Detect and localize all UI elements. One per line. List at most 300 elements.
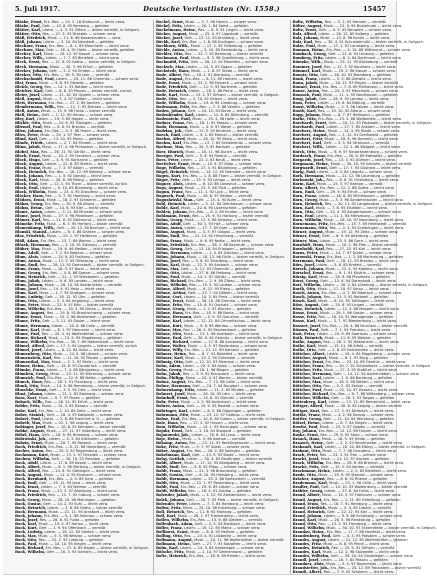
entry-name: Boll, Heinrich, xyxy=(156,509,186,514)
entry-name: Bleß, Anton, xyxy=(15,109,40,114)
entry-details: Ers.-Res. — 7. 12. 88 Celle — leicht verw. xyxy=(187,380,261,385)
entry-details: Res. — 20. 11. 92 Langensalza — bisher vermißt, in Gefgsch. xyxy=(324,202,434,207)
entry-details: Musk. — 19. 9. 95 Stendal — schwer verw. xyxy=(318,473,394,478)
entry-name: Boettcher, Ernst, xyxy=(156,161,191,166)
entry-name: Blinde, Friedr., xyxy=(15,141,45,146)
entry-name: Bohn, Adam, xyxy=(156,363,182,368)
entry-name: Boerger, Paul, xyxy=(156,153,185,158)
entry-name: Bräcker, August, xyxy=(292,477,326,482)
entry-details: Musk. — 30. 10. 95 Iserlohn — bisher vermißt xyxy=(330,161,412,166)
entry-name: Bobzin, Ernst, xyxy=(15,440,44,445)
entry-name: Blume, August, xyxy=(15,311,46,316)
entry-details: Gefr. — 30. 9. 94 Oelsnitz — bisher vermißt, in Gefgsch. xyxy=(183,335,283,340)
entry-details: Musk. — 24. 5. 96 Lübeck — schwer verw. xyxy=(53,351,128,356)
entry-name: Böhmer, Karl, xyxy=(156,355,184,360)
entry-details: Ers.-Res. — 2. 9. 89 Zittau — leicht verw. xyxy=(188,279,261,283)
entry-details: Gefr. — 17. 7. 93 Güstrow — leicht verw. xyxy=(329,165,402,170)
entry-details: Musk. — 21. 3. 96 Braunsberg — gefallen xyxy=(182,469,257,474)
entry-details: Gefr. — 1. 12. 90 Hanau — schwer verw. xyxy=(41,113,114,118)
entry-details: Ldstm. — 22. 2. 83 Neuß — leicht verw. xyxy=(180,157,252,162)
entry-name: Bohl, Heinrich, xyxy=(156,202,187,207)
entry-name: Blümel, Josef, xyxy=(15,347,43,352)
entry-details: Musk. — 3. 3. 96 Sondershausen — leicht verw. xyxy=(319,198,404,203)
entry-name: Bornemann, Fritz, xyxy=(292,222,329,227)
entry-details: Musk. — 6. 3. 95 Herford — bisher vermißt xyxy=(46,222,123,227)
entry-name: Böhm, Paul, xyxy=(156,274,181,279)
entry-details: Musk. — 25. 1. 97 Heilbronn — gefallen xyxy=(46,234,118,239)
entry-name: Blust, Johann, xyxy=(15,392,44,397)
entry-details: Gefr. — 18. 4. 93 Kattowitz — schwer verw. xyxy=(46,412,124,417)
entry-details: Gefr. — 22. 12. 94 Kiel — leicht verw. xyxy=(327,509,394,514)
entry-name: Brade, Otto, xyxy=(292,473,317,478)
entry-details: Res. — 17. 5. 91 Delitzsch — leicht verw. xyxy=(321,408,394,413)
entry-details: Res. — 22. 2. 92 Limburg — gefallen xyxy=(38,538,104,542)
entry-details: Musk. — 18. 12. 96 Fürth — bisher vermißt, in Gefgsch. xyxy=(186,254,286,259)
entry-details: Gefr. — 11. 9. 93 Northeim — gefallen xyxy=(189,84,258,89)
entry-details: Ldstm. — 27. 6. 86 Freiberg — leicht verw. xyxy=(181,270,257,275)
entry-details: Musk. — 13. 8. 96 Konitz — leicht verw. xyxy=(320,36,391,41)
entry-details: Musk. — 5. 5. 96 Wetzlar — schwer verw. xyxy=(38,533,112,538)
entry-details: Res. — 15. 6. 91 Oschatz — schwer verw. xyxy=(184,303,258,308)
entry-name: Bornemann, Otto, xyxy=(292,226,329,231)
entry-name: Blume, Ernst, xyxy=(15,315,43,320)
entry-details: Musk. — 29. 1. 96 Goslar — schwer verw. xyxy=(319,311,394,316)
entry-name: Börs, Josef, xyxy=(292,262,316,267)
entry-details: Musk. — 26. 10. 96 Saarbrücken — vermißt xyxy=(44,283,122,288)
entry-name: Böhme, Kurt, xyxy=(156,323,183,328)
entry-name: Blobel, Max, xyxy=(15,149,40,154)
entry-details: Res. — 30. 3. 92 Bautzen — gefallen xyxy=(185,145,251,150)
entry-details: Musk. — 18. 11. 96 Aurich — leicht verw. xyxy=(185,149,259,154)
entry-name: Boos, Peter, xyxy=(292,100,317,105)
entry-details: Res. — 2. 10. 91 Zwickau — vermißt xyxy=(51,242,117,247)
entry-name: Bottler, Georg, xyxy=(292,416,323,421)
entry-name: Borck, Otto, xyxy=(292,149,317,154)
entry-name: Bosse, Ernst, xyxy=(292,311,319,316)
entry-name: Bolius, Fritz, xyxy=(156,505,182,510)
entry-name: Blome, Josef, xyxy=(15,214,42,219)
entry-details: Gefr. — 21. 10. 94 Würzburg — gefallen xyxy=(323,416,394,421)
entry-details: Res. — 23. 4. 91 Lübbecke — leicht verw. xyxy=(184,533,258,538)
entry-details: Gefr. — 24. 4. 93 Sangerhausen — schwer verw. xyxy=(315,210,402,215)
entry-name: Boie, Hans, xyxy=(156,420,179,425)
entry-name: Boden, Johann, xyxy=(156,109,187,114)
entry-details: Musk. — 16. 5. 95 Heide — gefallen xyxy=(321,436,386,441)
entry-details: Musk. — 9. 9. 97 Neubrandenburg — schwer verw. xyxy=(318,149,408,154)
entry-details: Res. — 13. 3. 92 Dülmen — leicht verw. xyxy=(325,157,396,162)
entry-details: Ers.-Res. — 4. 10. 88 Wittmund — schwer verw. xyxy=(326,48,411,53)
entry-details: Ldstm. — 4. 3. 91 Ottern — bisher vermißt, in Gefgsch. xyxy=(42,28,141,33)
entry-name: Brabandt, Karl, xyxy=(292,444,324,449)
entry-name: Blechner, Max, xyxy=(15,48,45,53)
entry-name: Blümlein, Georg, xyxy=(15,372,49,377)
entry-name: Boldt, Franz, xyxy=(156,469,182,474)
entry-name: Bohrer, Anton, xyxy=(156,404,186,409)
entry-name: Bleck, Hermann, xyxy=(15,64,49,69)
entry-name: Böhme, Curt, xyxy=(156,295,183,300)
entry-name: Braasch, Heinr., xyxy=(292,440,325,445)
entry-details: Res. — 9. 1. 91 Küstrin — schwer verw. xyxy=(325,270,395,275)
entry-details: Res. — 10. 6. 91 Kempten — bisher vermißt xyxy=(47,424,126,429)
entry-name: Bockstedt, Hans, xyxy=(156,68,190,73)
header-page-number: 15457 xyxy=(363,5,386,13)
entry-details: Musk. — 17. 2. 95 Oldenburg — gefallen xyxy=(190,44,263,49)
entry-details: Musk. — 9. 7. 97 Posen — gefallen xyxy=(38,396,100,401)
entry-name: Bobert, Paul, xyxy=(15,416,42,421)
entry-name: Blöhm, Georg, xyxy=(15,202,44,207)
entry-name: Boer, Hinrich, xyxy=(156,149,185,154)
entry-details: Musk. — 3. 12. 95 Zweibrücken — leicht verw. xyxy=(190,493,273,498)
entry-name: Borst, Georg, xyxy=(292,279,320,283)
entry-name: Borchardt, Paul, xyxy=(292,125,326,130)
entry-name: Bort, Wilhelm, xyxy=(292,283,322,288)
entry-details: Res. — 26. 11. 92 Görlitz — leicht verw. xyxy=(40,149,112,154)
entry-details: Res. — 21. 3. 92 Rottweil — gefallen xyxy=(323,295,389,300)
entry-name: Bonk, Franz, xyxy=(292,76,318,81)
casualty-columns xyxy=(15,20,437,575)
entry-name: Böhm, Georg, xyxy=(156,246,184,251)
entry-details: Ldstm. — 14. 3. 84 Gardelegen — schwer verw. xyxy=(179,546,265,551)
entry-details: Res. — 14. 4. 91 Metz — leicht verw. xyxy=(40,287,106,292)
entry-name: Blechner, Franz, xyxy=(15,44,48,49)
entry-name: Blien, Johann, xyxy=(15,129,44,134)
entry-name: Boje, Heinr., xyxy=(156,436,181,441)
entry-name: Bosse, Karl, xyxy=(292,319,317,324)
entry-name: Blum, Anton, xyxy=(15,258,42,263)
entry-name: Bodenstein, Paul, xyxy=(156,117,192,122)
entry-details: Musk. — 10. 2. 96 Plön — bisher vermißt xyxy=(325,242,398,247)
entry-details: Res. — 26. 12. 92 Erfurt — leicht verw. xyxy=(45,400,114,405)
entry-details: Musk. — 8. 8. 95 Peine — leicht verw. xyxy=(323,542,390,547)
entry-details: Res. — 25. 5. 92 Regensburg — leicht verw. xyxy=(45,448,124,453)
entry-name: Bonatz, Otto, xyxy=(292,72,319,77)
entry-name: Bollmann, Heinr., xyxy=(156,542,192,547)
entry-details: Musk. — 23. 3. 97 Altenburg — leicht verw. xyxy=(41,489,118,494)
entry-details: Musk. — 9. 3. 96 Quedlinburg — leicht verw. xyxy=(190,56,270,61)
entry-details: Ers.-Res. — 18. 6. 89 Rinteln — leicht verw. xyxy=(189,554,266,559)
entry-details: Ers.-Res. — 27. 2. 89 Aachen — gefallen xyxy=(48,100,120,105)
entry-name: Born, Georg, xyxy=(292,198,319,203)
entry-details: Gefr. — 3. 5. 94 Oels — leicht verw. xyxy=(49,388,112,393)
entry-details: Ers.-Res. — 2. 9. 89 Gera — gefallen xyxy=(48,477,114,482)
entry-name: Böttger, Alfred, xyxy=(292,404,324,409)
entry-details: Musk. — 1. 2. 97 Wurzen — gefallen xyxy=(186,307,252,312)
entry-name: Block, Karl, xyxy=(15,177,39,182)
entry-name: Böhme, Arthur, xyxy=(156,291,187,296)
entry-details: Res. — 1. 12. 91 Greifswald — gefallen xyxy=(329,133,399,138)
entry-name: Bohnenkamp, Fritz, xyxy=(156,388,196,393)
entry-name: Bock, Franz, xyxy=(15,489,40,494)
entry-name: Brademann, Karl, xyxy=(292,481,328,486)
entry-name: Bollenbach, Adam, xyxy=(156,521,194,526)
entry-name: Bockmann, Paul, xyxy=(156,56,190,61)
entry-details: Musk. — 15. 4. 97 Hanau — leicht verw. xyxy=(38,521,110,526)
entry-name: Böhme, Hans, xyxy=(156,311,184,316)
entry-name: Böhm, August, xyxy=(156,230,186,235)
entry-name: Blendermann, Wilh., xyxy=(15,104,57,109)
entry-name: Bock, Hermann, xyxy=(15,509,48,514)
entry-details: Ldstm. — 23. 5. 86 Gera — leicht verw. xyxy=(319,238,389,243)
entry-name: Blüher, Max, xyxy=(15,246,41,251)
entry-details: Musk. — 7. 8. 95 Eisleben — leicht verw. xyxy=(315,206,388,211)
entry-name: Blumenberg, Otto, xyxy=(15,351,53,356)
entry-name: Blösch, Hermann, xyxy=(15,242,51,247)
entry-details: Ldstm. — 13. 12. 85 Remscheid — leicht verw. xyxy=(328,400,412,405)
entry-details: Ers.-Res. — 1. 8. 88 Thorn — bisher vermißt, in Gefgsch. xyxy=(182,173,283,178)
entry-name: Bohlen, Johann, xyxy=(156,210,188,215)
entry-name: Bolm, Karl, xyxy=(156,546,179,551)
entry-details: Ldstm. — 21. 10. 84 Oppeln — schwer verw. xyxy=(41,92,121,97)
entry-name: Böhme, Karl, xyxy=(156,319,183,324)
entry-details: Musk. — 7. 3. 97 Köslin — vermißt xyxy=(42,165,104,170)
entry-name: Bloch, Ernst, xyxy=(15,153,41,158)
entry-name: Blecher, Karl, xyxy=(15,52,43,57)
entry-details: Musk. — 28. 8. 96 Elbing — gefallen xyxy=(39,177,104,182)
entry-details: Musk. — 21. 12. 96 Lauenburg — gefallen xyxy=(325,173,401,178)
entry-details: Musk. — 10. 11. 96 Wolfenbüttel — bisher vermißt xyxy=(194,538,284,542)
entry-details: Ldstm. — 24. 9. 83 Freiburg — gefallen xyxy=(40,254,110,259)
entry-details: Ldstm. — 19. 12. 85 Mainz — schwer verw. xyxy=(184,525,261,530)
entry-details: Gefr. — 6. 9. 94 Altenburg — gefallen xyxy=(321,234,389,239)
entry-name: Blomenkamp, Wilh., xyxy=(15,226,56,231)
entry-details: Ldstm. — 20. 6. 86 Celle — vermißt xyxy=(51,323,115,328)
entry-details: Ers.-Res. — 13. 7. 89 Schweidnitz — schwer verw. xyxy=(183,141,272,146)
entry-details: Res. — 8. 8. 91 Breslau — vermißt xyxy=(43,125,105,130)
entry-details: Gefr. — 14. 2. 93 Suhl — leicht verw. xyxy=(43,501,109,506)
entry-name: Bölsche, Fritz, xyxy=(156,550,185,555)
entry-name: Böhme, Ernst, xyxy=(156,299,185,304)
entry-details: Musk. — 18. 5. 96 Köthen — leicht verw. xyxy=(323,380,395,385)
entry-details: Musk. — 10. 9. 97 Stolp — schwer verw. xyxy=(191,161,263,166)
entry-name: Brackmann, Heinr., xyxy=(292,469,332,474)
entry-details: Ers.-Res. — 20. 12. 89 Traunstein — bisher vermißt xyxy=(330,566,422,571)
entry-details: Gefr. — 4. 4. 93 Potsdam — schwer verw. xyxy=(332,533,406,538)
entry-details: Musk. — 2. 3. 96 Uelzen — leicht verw. xyxy=(325,104,395,109)
entry-name: Blödorn, Ernst, xyxy=(15,198,46,203)
entry-name: Böse, August, xyxy=(292,303,320,308)
entry-details: Ldstm. — 21. 2. 83 Bamberg — schwer verw. xyxy=(44,392,125,397)
entry-details: Res. — 19. 5. 92 Lauban — schwer verw. xyxy=(189,283,262,288)
entry-name: Born, Emil, xyxy=(292,189,316,194)
entry-name: Bolte, Heinrich, xyxy=(156,554,188,559)
entry-name: Boldt, Hermann, xyxy=(156,477,190,482)
header-title: Deutsche Verlustlisten xyxy=(143,5,234,13)
entry-details: Musk. — 6. 12. 95 Riesa — gefallen xyxy=(187,287,250,292)
entry-name: Bötzel, Heinr., xyxy=(292,420,322,425)
entry-details: Musk. — 5. 4. 95 Lübeck — vermißt xyxy=(328,505,391,510)
entry-details: Gefr. — 6. 6. 93 Plauen — bisher vermißt, zurück xyxy=(45,88,132,93)
entry-name: Bock, Ernst, xyxy=(15,485,40,490)
entry-name: Blömeke, Fritz, xyxy=(15,222,46,227)
entry-name: Blunk, Otto, xyxy=(15,384,40,389)
entry-details: Ldstm. — 16. 6. 85 Mühlhausen — gefallen xyxy=(318,194,395,199)
entry-name: Bork, Hermann, xyxy=(292,173,325,178)
entry-name: Böttcher, Wilhelm, xyxy=(292,396,331,401)
entry-details: Ldstm. — 25. 5. 86 Bartenstein — vermißt xyxy=(190,477,266,482)
entry-details: Musk. — 24. 6. 95 Tübingen — gefallen xyxy=(42,121,112,126)
entry-details: Gefr. — 20. 12. 90 Bochum — leicht verw. xyxy=(56,226,131,231)
entry-name: Blecher, Wilh., xyxy=(15,56,45,61)
entry-details: Ers.-Res. — 8. 2. 89 Emden — leicht verw. xyxy=(189,210,264,215)
entry-details: Res. — 8. 7. 91 Bielefeld — leicht verw. xyxy=(188,351,259,356)
entry-details: Res. — 1. 5. 92 Danzig — leicht verw. xyxy=(45,173,112,178)
entry-details: Musk. — 6. 1. 96 Marburg — bisher vermißt, in Gefgsch. xyxy=(42,465,142,470)
entry-name: Bossert, Josef, xyxy=(292,323,322,328)
entry-details: Musk. — 15. 9. 96 Fulda — bisher vermißt xyxy=(41,109,116,114)
entry-name: Bock, Wilhelm, xyxy=(15,550,46,555)
entry-details: Gefr. — 21. 5. 93 Beuthen — leicht verw. xyxy=(184,129,258,134)
entry-name: Böttcher, Otto, xyxy=(292,384,323,389)
entry-details: Res. — 24. 4. 91 Meschede — schwer verw. xyxy=(321,88,399,93)
entry-details: Musk. — 1. 8. 97 Stade — leicht verw. xyxy=(191,68,259,73)
entry-details: Musk. — 25. 11. 95 Bückeburg — vermißt xyxy=(323,60,398,65)
entry-details: Musk. — 28. 10. 95 Lahr — leicht verw. xyxy=(186,392,257,397)
entry-name: Borgards, Josef, xyxy=(292,157,325,162)
entry-name: Boldt, Emil, xyxy=(156,465,180,470)
entry-name: Blind, Karl, xyxy=(15,137,39,142)
entry-details: Gefr. — 1. 9. 94 Offenbach — vermißt xyxy=(38,525,106,530)
entry-details: Ldstm. — 20. 10. 86 Elbing — bisher vermißt, in Gefgsch. xyxy=(324,444,427,449)
entry-name: Borsch, Johann, xyxy=(292,266,325,271)
entry-details: Ldstm. — 10. 3. 85 Pirna — bisher vermißt xyxy=(183,295,260,300)
entry-details: Res. — 21. 11. 92 Hirschberg — vermißt xyxy=(181,234,253,239)
entry-details: Ers.-Res. — 26. 6. 89 Kattowitz — gefallen xyxy=(327,153,403,158)
entry-name: Brand, Johann, xyxy=(292,513,323,518)
entry-details: Musk. — 23. 1. 96 Einbeck — schwer verw. xyxy=(181,80,258,85)
entry-name: Böttcher, Max, xyxy=(292,380,322,385)
entry-name: Böger, Fritz, xyxy=(156,177,181,182)
entry-name: Blumenthal, Max, xyxy=(15,359,51,364)
entry-details: Musk. — 17. 12. 95 Königsberg — leicht verw. xyxy=(184,461,266,466)
entry-details: Ers.-Res. — 8. 1. 89 Mannheim — leicht verw. xyxy=(48,44,130,49)
entry-details: Musk. — 29. 4. 96 Halle — leicht verw. xyxy=(192,117,261,122)
entry-details: Musk. — 28. 10. 96 Meiningen — gefallen xyxy=(41,497,116,502)
entry-name: Börner, Max, xyxy=(292,238,319,243)
entry-name: Bode, Albert, xyxy=(156,72,183,77)
entry-details: Res. — 27. 4. 91 Bückeburg — gefallen xyxy=(187,165,257,170)
entry-details: Gefr. — 5. 5. 93 Glauchau — vermißt xyxy=(193,315,259,320)
entry-details: Musk. — 30. 3. 96 Erfurt — gefallen xyxy=(49,64,113,69)
entry-details: Musk. — 4. 3. 97 Glogau — leicht verw. xyxy=(186,230,257,235)
entry-name: Bolling, Otto, xyxy=(156,533,183,538)
entry-details: Gefr. — 19. 12. 94 Jena — leicht verw. xyxy=(38,481,107,486)
entry-details: Musk. — 17. 10. 97 Sorau — leicht verw. xyxy=(317,287,390,292)
entry-details: Musk. — 6. 7. 97 Heilbronn — gefallen xyxy=(321,113,390,118)
entry-details: Ldstm. — 4. 4. 84 Liegnitz — schwer verw. xyxy=(317,169,393,174)
entry-details: Musk. — 4. 2. 96 Danzig — schwer verw. xyxy=(322,412,395,417)
entry-details: Musk. — 2. 2. 96 Andernach — leicht verw. xyxy=(180,400,257,405)
entry-name: Blum, Franz, xyxy=(15,266,41,271)
entry-details: Musk. — 22. 3. 95 Ansbach — schwer verw. xyxy=(181,262,259,267)
entry-details: Ldstm. — 5. 3. 84 Augsburg — leicht verw. xyxy=(39,299,115,304)
entry-details: Ldstm. — 3. 10. 84 Neustadt — gefallen xyxy=(43,40,115,45)
entry-name: Blume, Wilhelm, xyxy=(15,339,49,344)
entry-name: Blechschmidt, Paul, xyxy=(15,76,55,81)
entry-name: Brandes, Wilhelm, xyxy=(292,554,330,559)
entry-name: Bock, Gustav, xyxy=(15,501,42,506)
entry-name: Bohne, Hermann, xyxy=(156,384,192,389)
entry-details: Musk. — 25. 5. 97 Itzehoe — vermißt xyxy=(317,181,383,186)
entry-name: Böhme, Willy, xyxy=(156,347,184,352)
entry-name: Bock, Max, xyxy=(15,533,38,538)
entry-details: Res. — 7. 9. 92 Schwerin — leicht verw. xyxy=(323,570,394,575)
entry-details: Res. — 16. 4. 91 Goldap — gefallen xyxy=(188,489,252,494)
entry-name: Böhm, Friedrich, xyxy=(156,242,190,247)
entry-details: Ldstm. — 22. 12. 84 Crimmitschau — leicht verw. xyxy=(183,319,272,324)
entry-name: Blümer, Heinr., xyxy=(15,363,46,368)
entry-name: Blum, Peter, xyxy=(15,303,40,308)
entry-name: Böckle, Anton, xyxy=(156,48,186,53)
entry-name: Boldt, Albert, xyxy=(156,461,183,466)
entry-name: Borgwardt, Ernst, xyxy=(292,165,329,170)
entry-name: Block, Franz, xyxy=(15,165,42,170)
list-item xyxy=(156,554,286,558)
entry-name: Boehme, Max, xyxy=(156,145,185,150)
entry-details: Gefr. — 1. 10. 94 Stargard — gefallen xyxy=(184,428,252,433)
entry-details: Ers.-Res. — 23. 10. 89 Genthin — leicht verw. xyxy=(325,359,407,364)
entry-name: Bockhorn, Wilh., xyxy=(156,44,190,49)
entry-details: Ldstm. — 4. 3. 84 Allenstein — gefallen xyxy=(48,436,119,441)
entry-name: Brandau, Heinr., xyxy=(292,529,326,534)
entry-details: Gefr. — 8. 10. 94 Heilsberg — leicht verw. xyxy=(185,473,260,478)
entry-name: Bock, Josef, xyxy=(15,517,39,522)
entry-name: Blum, Jakob, xyxy=(15,279,41,283)
entry-name: Böhm, Otto, xyxy=(156,270,181,275)
entry-details: Ldstm. — 9. 6. 85 Landau — leicht verw. xyxy=(41,279,114,283)
entry-name: Brähler, Georg, xyxy=(292,489,324,494)
entry-name: Börner, Ernst, xyxy=(292,234,321,239)
entry-details: Musk. — 7. 7. 96 Graudenz — leicht verw. xyxy=(322,448,397,453)
entry-name: Borchert, Wilh., xyxy=(292,145,325,150)
entry-name: Blos, Friedrich, xyxy=(15,234,46,239)
column-3 xyxy=(290,20,437,574)
entry-name: Blume, Karl, xyxy=(15,327,41,332)
entry-details: Musk. — 29. 1. 97 Trier — schwer verw. xyxy=(40,133,110,138)
entry-details: Ldstm. — 9. 9. 86 Schleswig — schwer verw. xyxy=(323,513,403,518)
entry-details: Musk. — 28. 1. 97 Frankenberg — leicht verw. xyxy=(177,513,259,518)
entry-name: Bleß, Heinr., xyxy=(15,113,41,118)
entry-details: Ldstm. — 24. 9. 85 Saarlouis — schwer verw. xyxy=(316,331,397,336)
entry-details: Ldstm. — 3. 11. 84 Münster — schwer verw. xyxy=(44,210,123,215)
entry-details: Res. — 14. 1. 91 Ratibor — leicht verw. xyxy=(44,84,114,89)
entry-details: Musk. — 15. 11. 96 Alfeld — vermißt xyxy=(317,343,383,348)
entry-details: Gefr. — 2. 8. 93 Holzminden — leicht verw. xyxy=(318,347,395,352)
entry-details: Ers.-Res. — 13. 7. 89 Worms — leicht verw. xyxy=(40,238,117,243)
entry-details: Gefr. — 3. 2. 93 Neumünster — leicht verw. xyxy=(325,440,403,445)
entry-details: Musk. — 23. 12. 97 Cottbus — leicht verw. xyxy=(190,412,266,417)
entry-details: Ldstm. — 19. 4. 84 Magdeburg — schwer verw. xyxy=(327,351,411,356)
entry-details: Res. — 11. 6. 92 Marburg — gefallen xyxy=(186,509,252,514)
entry-details: Musk. — 1. 7. 95 Stuttgart — schwer verw. xyxy=(39,291,115,296)
entry-details: Musk. — 9. 8. 95 Gleiwitz — gefallen xyxy=(39,80,104,85)
entry-name: Bochow, Wilhelm, xyxy=(15,457,51,462)
entry-details: Ldstm. — 7. 5. 84 Weimar — vermißt xyxy=(40,485,107,490)
entry-details: Ldstm. — 6. 12. 84 Glatz — leicht verw. xyxy=(43,347,114,352)
entry-details: Gefr. — 14. 12. 94 Aschersleben — schwer verw. xyxy=(333,372,420,377)
entry-details: Ers.-Res. — 24. 2. 18 Stralsund — leicht verw. xyxy=(44,20,126,24)
entry-details: Gefr. — 24. 12. 94 Kleve — leicht verw. xyxy=(187,109,257,114)
entry-name: Born, Albert, xyxy=(292,185,319,190)
entry-details: Ers.-Res. — 27. 6. 89 Hagen — bisher vermißt, in Gefgsch. xyxy=(45,546,150,551)
entry-name: Bode, Wilhelm, xyxy=(156,100,187,105)
entry-details: Musk. — 14. 3. 97 Hannover — schwer verw. xyxy=(322,493,402,498)
entry-details: Gefr. — 17. 3. 94 Liegnitz — bisher vermißt, zurück xyxy=(46,343,138,348)
entry-details: Gefr. — 13. 6. 94 Darmstadt — leicht verw. xyxy=(320,279,397,283)
entry-details: Musk. — 14. 4. 95 Stade — schwer verw. xyxy=(327,129,401,134)
column-2 xyxy=(153,20,286,574)
entry-details: Ers.-Res. — 26. 2. 88 Bayreuth — schwer verw. xyxy=(190,242,275,247)
entry-details: Gefr. — 27. 7. 93 Salzgitter — leicht verw. xyxy=(192,542,267,547)
